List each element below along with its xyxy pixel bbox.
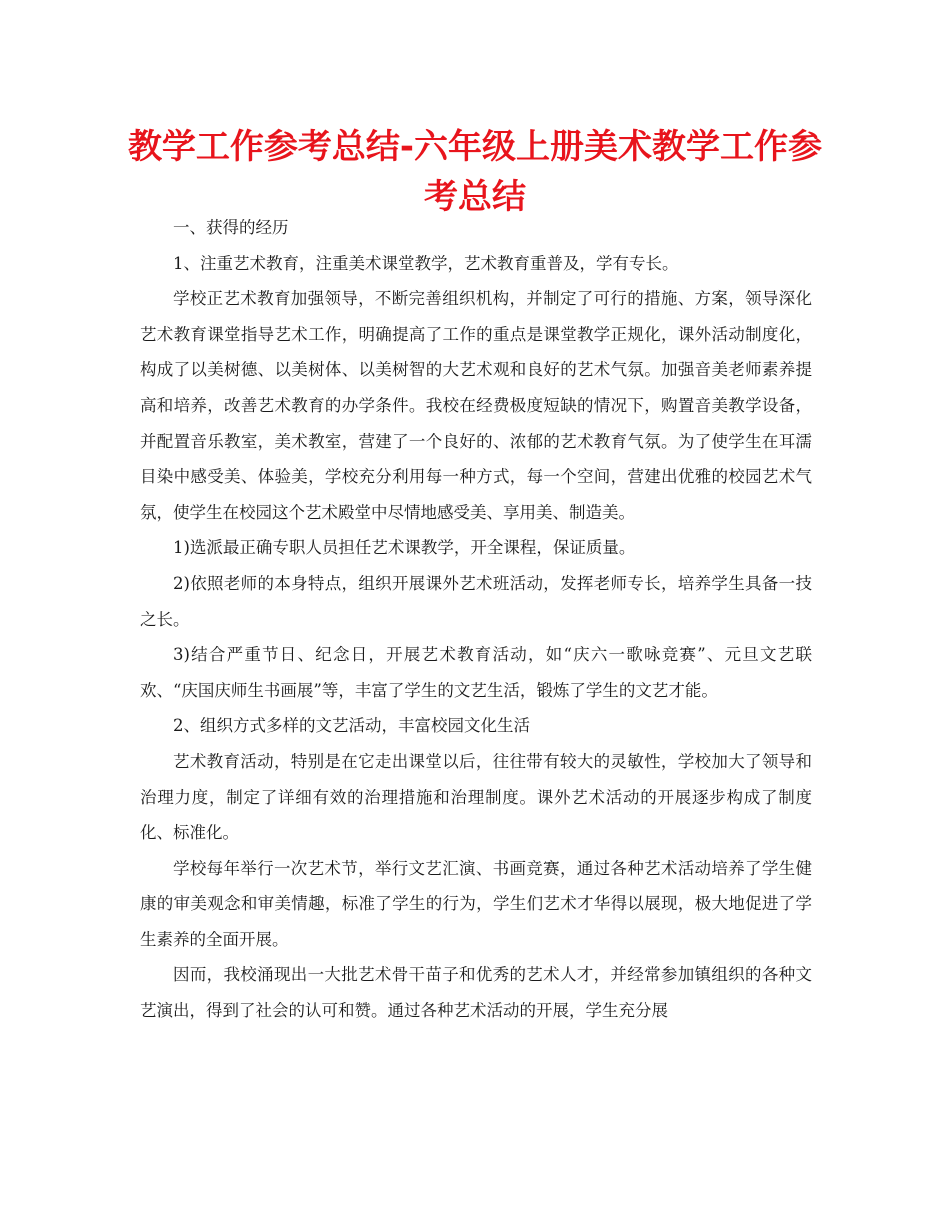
subsection-heading: 2、组织方式多样的文艺活动，丰富校园文化生活 [173,716,530,736]
document-body [140,210,812,1029]
list-item: 2)依照老师的本身特点，组织开展课外艺术班活动，发挥老师专长，培养学生具备一技之长。 [140,573,812,629]
body-paragraph: 艺术教育活动，特别是在它走出课堂以后，往往带有较大的灵敏性，学校加大了领导和治理力度，制定了详细有效的治理措施和治理制度。课外艺术活动的开展逐步构成了制度化、标准化。 [140,751,812,843]
body-paragraph: 因而，我校涌现出一大批艺术骨干苗子和优秀的艺术人才，并经常参加镇组织的各种文艺演出，得到了社会的认可和赞。通过各种艺术活动的开展，学生充分展 [140,965,812,1021]
body-paragraph: 学校每年举行一次艺术节，举行文艺汇演、书画竞赛，通过各种艺术活动培养了学生健康的审美观念和审美情趣，标准了学生的行为，学生们艺术才华得以展现，极大地促进了学生素养的全面开展。 [140,858,812,949]
list-item: 3)结合严重节日、纪念日，开展艺术教育活动，如“庆六一歌咏竞赛”、元旦文艺联欢、“庆国庆师生书画展”等，丰富了学生的文艺生活，锻炼了学生的文艺才能。 [140,645,812,700]
document-title: 教学工作参考总结-六年级上册美术教学工作参考总结 [127,127,823,217]
body-paragraph: 学校正艺术教育加强领导，不断完善组织机构，并制定了可行的措施、方案，领导深化艺术教育课堂指导艺术工作，明确提高了工作的重点是课堂教学正规化，课外活动制度化，构成了以美树德、以美树体、以美树智的大艺术观和良好的艺术气氛。加强音美老师素养提高和培养，改善艺术教育的办学条件。我校在经费极度短缺的情况下，购置音美教学设备，并配置音乐教室，美术教室，营建了一个良好的、浓郁的艺术教育气氛。为了使学生在耳濡目染中感受美、体验美，学校充分利用每一种方式，每一个空间，营建出优雅的校园艺术气氛，使学生在校园这个艺术殿堂中尽情地感受美、享用美、制造美。 [140,289,812,522]
list-item: 1)选派最正确专职人员担任艺术课教学，开全课程，保证质量。 [173,538,636,558]
subsection-heading: 1、注重艺术教育，注重美术课堂教学，艺术教育重普及，学有专长。 [173,253,679,273]
section-heading: 一、获得的经历 [173,218,289,237]
